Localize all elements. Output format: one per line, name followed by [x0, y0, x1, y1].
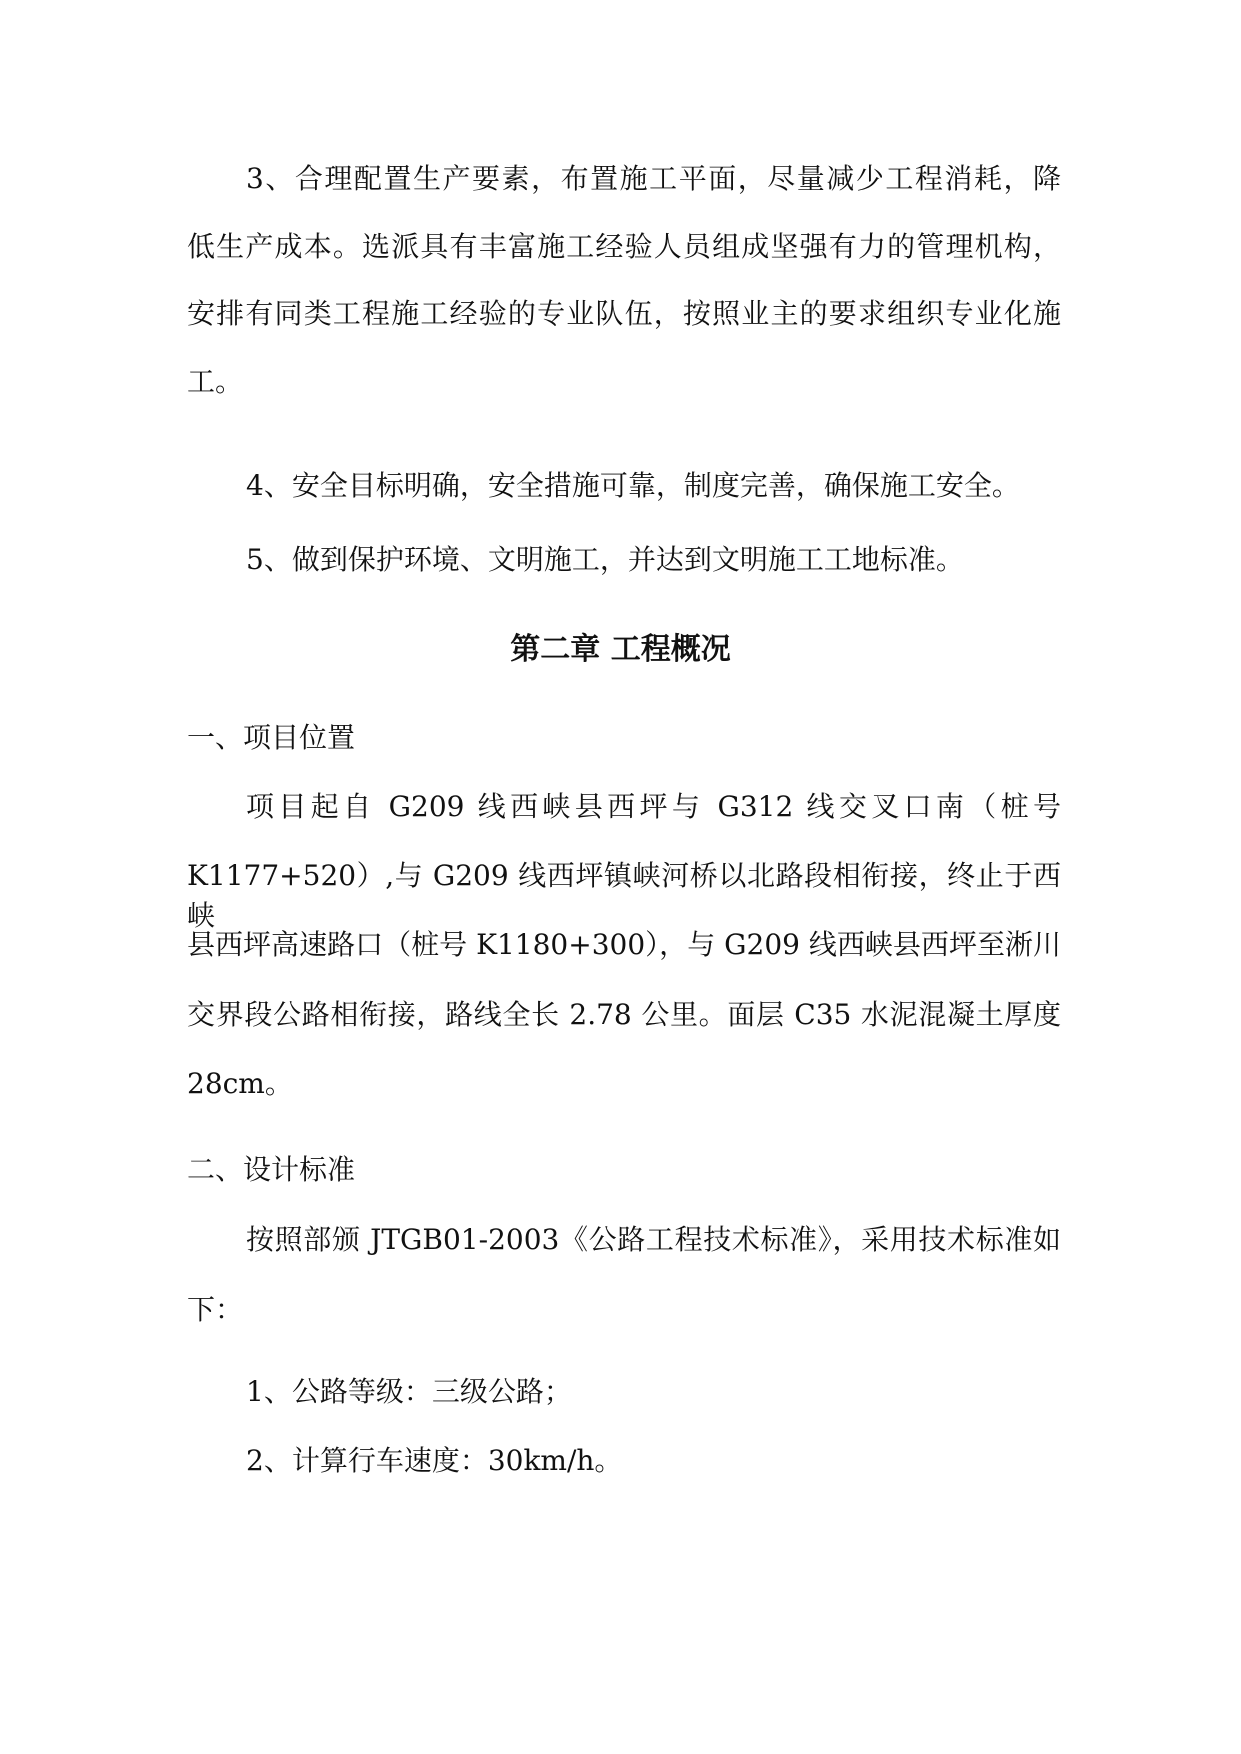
para3-line3: 安排有同类工程施工经验的专业队伍，按照业主的要求组织专业化施: [187, 297, 1061, 330]
para5: 5、做到保护环境、文明施工，并达到文明施工工地标准。: [246, 543, 964, 576]
para4: 4、安全目标明确，安全措施可靠，制度完善，确保施工安全。: [246, 469, 1020, 502]
section2-item2: 2、计算行车速度：30km/h。: [246, 1444, 623, 1477]
section2-intro-line2: 下：: [187, 1293, 244, 1326]
para3-line2: 低生产成本。选派具有丰富施工经验人员组成坚强有力的管理机构，: [187, 230, 1061, 263]
section2-item1: 1、公路等级：三级公路；: [246, 1375, 572, 1408]
section2-intro-line1: 按照部颁 JTGB01-2003《公路工程技术标准》，采用技术标准如: [246, 1223, 1061, 1256]
chapter-title: 第二章 工程概况: [510, 632, 731, 667]
para3-line1: 3、合理配置生产要素，布置施工平面，尽量减少工程消耗，降: [246, 162, 1061, 195]
section1-line4: 交界段公路相衔接，路线全长 2.78 公里。面层 C35 水泥混凝土厚度: [187, 998, 1061, 1031]
section1-line3: 县西坪高速路口（桩号 K1180+300），与 G209 线西峡县西坪至淅川: [187, 928, 1061, 961]
section1-line5: 28cm。: [187, 1067, 293, 1100]
section1-heading: 一、项目位置: [187, 721, 356, 754]
para3-line4: 工。: [187, 365, 244, 398]
section2-heading: 二、设计标准: [187, 1153, 356, 1186]
section1-line1: 项目起自 G209 线西峡县西坪与 G312 线交叉口南（桩号: [246, 790, 1061, 823]
section1-line2: K1177+520）,与 G209 线西坪镇峡河桥以北路段相衔接，终止于西峡: [187, 859, 1061, 932]
